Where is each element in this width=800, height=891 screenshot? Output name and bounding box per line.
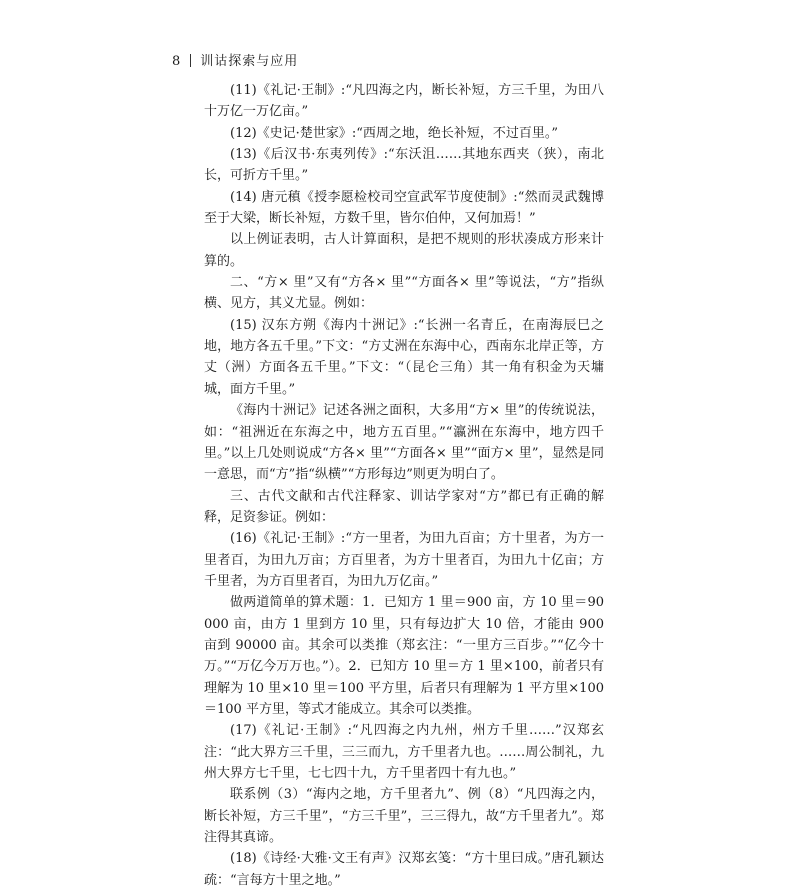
paragraph-link-examples: 联系例（3）“海内之地，方千里者九”、例（8）“凡四海之内，断长补短，方三千里”，“方三千里”，三三得九，故“方千里者九”。郑注得其真谛。 xyxy=(204,787,604,846)
header-divider xyxy=(190,54,191,67)
running-header xyxy=(172,50,298,69)
paragraph-arithmetic: 做两道简单的算术题：1．已知方 1 里＝900 亩，方 10 里＝90000 亩，由方 1 里到方 10 里，只有每边扩大 10 倍，才能由 900 亩到 90000 亩。其余可以类推（郑玄注：“一里方三百步。”“亿今十万。”“万亿今万万也。”）。2．已知方 10 里＝方 1 里×100，前者只有理解为 10 里×10 里＝100 平方里，后者只有理解为 1 平方里×100＝100 平方里，等式才能成立。其余可以类推。 xyxy=(204,595,604,717)
book-title: 训诂探索与应用 xyxy=(200,54,299,69)
paragraph-example-15: (15) 汉东方朔《海内十洲记》:“长洲一名青丘，在南海辰巳之地，地方各五千里。”下文：“方丈洲在东海中心，西南东北岸正等，方丈（洲）方面各五千里。”下文：“（昆仑三角）其一角有积金为天墉城，面方千里。” xyxy=(204,317,604,397)
paragraph-section-2: 二、“方× 里”又有“方各× 里”“方面各× 里”等说法，“方”指纵横、见方，其义尤显。例如： xyxy=(204,275,604,312)
paragraph-example-16: (16)《礼记·王制》:“方一里者，为田九百亩；方十里者，为方一里者百，为田九万亩；方百里者，为方十里者百，为田九十亿亩；方千里者，为方百里者百，为田九万亿亩。” xyxy=(204,531,604,589)
paragraph-example-17: (17)《礼记·王制》:“凡四海之内九州，州方千里……”汉郑玄注：“此大界方三千里，三三而九，方千里者九也。……周公制礼，九州大界方七千里，七七四十九，方千里者四十有九也。” xyxy=(204,723,604,781)
paragraph-example-11: (11)《礼记·王制》:“凡四海之内，断长补短，方三千里，为田八十万亿一万亿亩。” xyxy=(204,83,604,120)
paragraph-shizhou-discussion: 《海内十洲记》记述各洲之面积，大多用“方× 里”的传统说法，如：“祖洲近在东海之中，地方五百里。”“瀛洲在东海中，地方四千里。”以上几处则说成“方各× 里”“方面各× 里”“面方× 里”，显然是同一意思，而“方”指“纵横”“方形每边”则更为明白了。 xyxy=(204,403,604,483)
paragraph-section-3: 三、古代文献和古代注释家、训诂学家对“方”都已有正确的解释，足资参证。例如： xyxy=(204,488,604,525)
paragraph-example-18: (18)《诗经·大雅·文王有声》汉郑玄笺：“方十里曰成。”唐孔颖达疏：“言每方十里之地。” xyxy=(204,851,604,888)
paragraph-example-12: (12)《史记·楚世家》:“西周之地，绝长补短，不过百里。” xyxy=(230,125,558,141)
paragraph-example-14: (14) 唐元稹《授李愿检校司空宣武军节度使制》:“然而灵武魏博至于大梁，断长补短，方数千里，皆尔伯仲，又何加焉！” xyxy=(204,189,604,227)
page-number: 8 xyxy=(172,54,182,69)
paragraph-summary-1: 以上例证表明，古人计算面积，是把不规则的形状凑成方形来计算的。 xyxy=(204,232,604,269)
paragraph-example-13: (13)《后汉书·东夷列传》:“东沃沮……其地东西夹（狭），南北长，可折方千里。” xyxy=(204,147,604,184)
body-text xyxy=(204,80,604,891)
